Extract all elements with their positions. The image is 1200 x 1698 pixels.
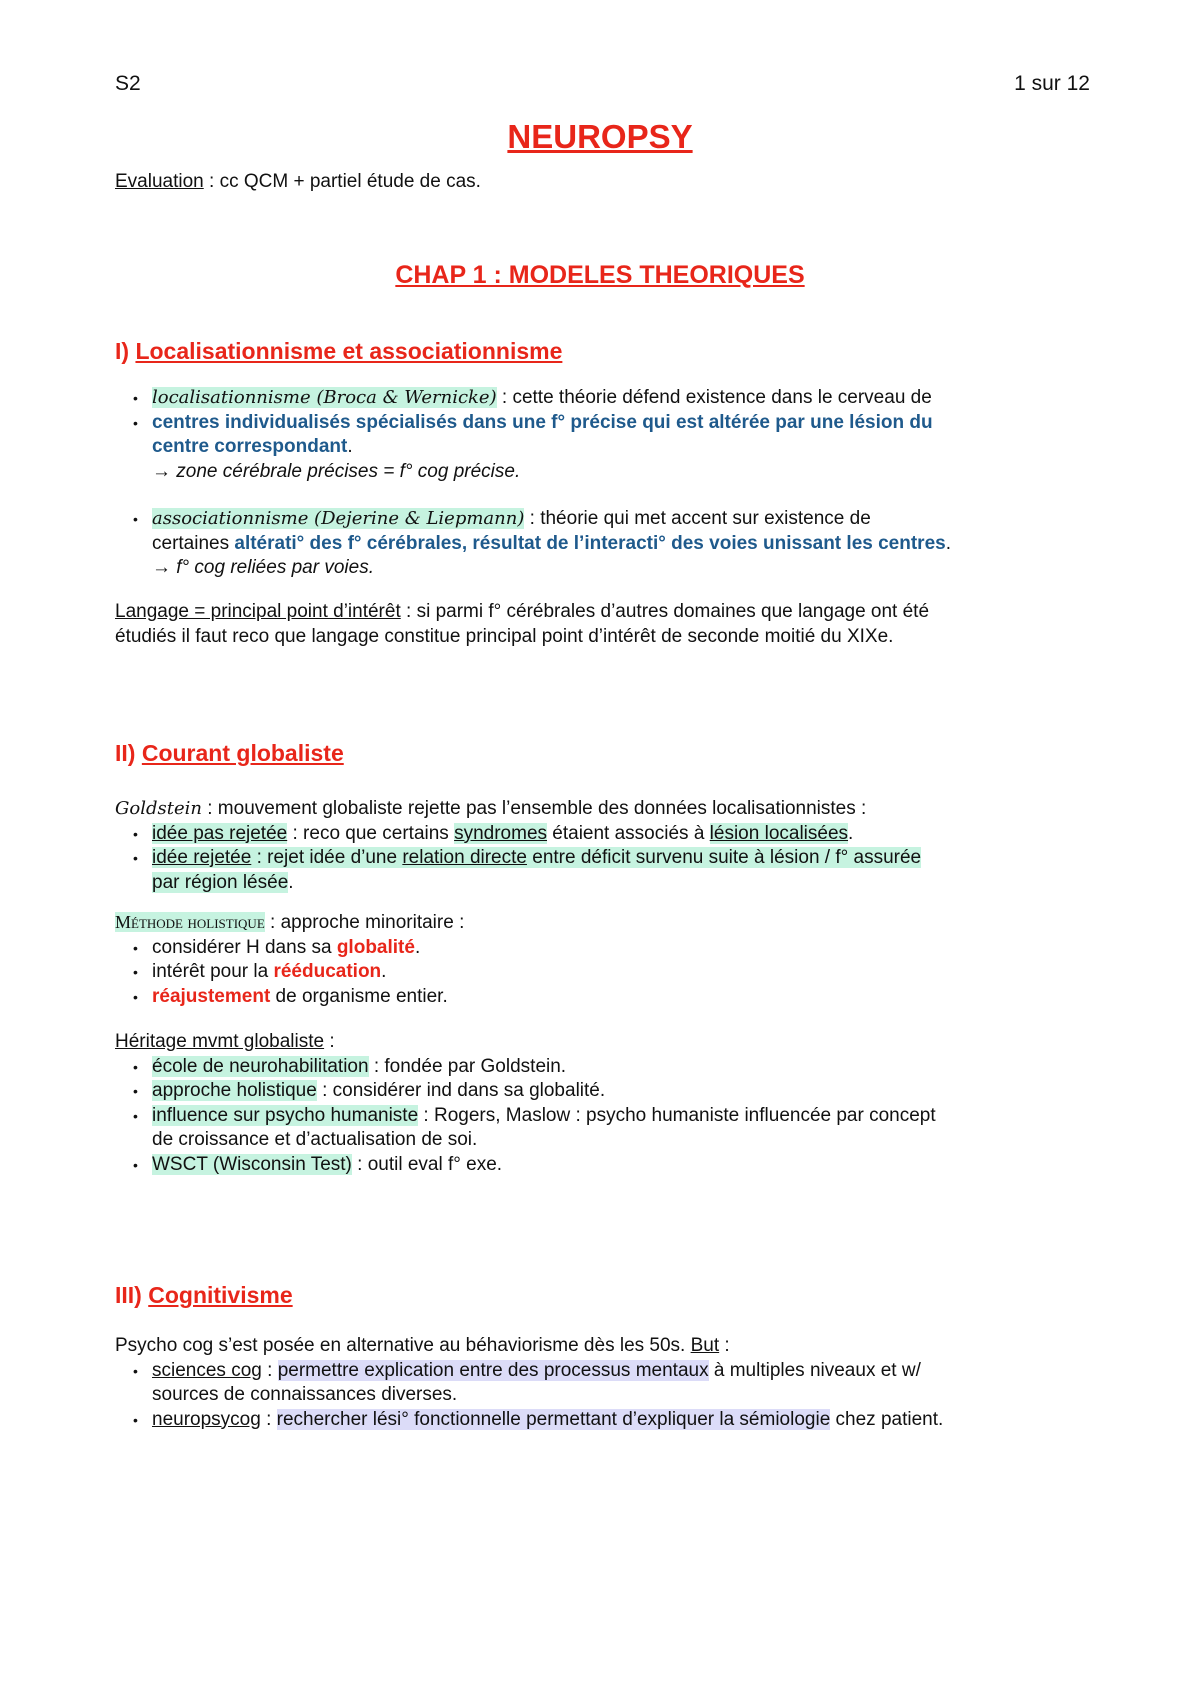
langage-label: Langage = principal point d’intérêt xyxy=(115,601,401,622)
term-localisationnisme: localisationnisme (Broca & Wernicke) xyxy=(152,387,497,408)
list-item-text: entre déficit survenu suite à lésion / f° assurée xyxy=(526,847,922,868)
highlight-syndromes: syndromes xyxy=(454,822,548,844)
punctuation: . xyxy=(381,961,387,982)
list-item-text: : reco que certains xyxy=(287,822,455,844)
bold-text: centres individualisés spécialisés dans une f° précise qui est altérée par une lésion du xyxy=(152,411,933,433)
paragraph-text: : si parmi f° cérébrales d’autres domaines que langage ont été xyxy=(400,601,930,622)
list-item-text: : rejet idée d’une xyxy=(251,847,403,868)
heritage-label: Héritage mvmt globaliste xyxy=(115,1031,325,1052)
section-1-list-2 xyxy=(115,507,1095,581)
highlight-text: rechercher lési° fonctionnelle permettant d’expliquer la sémiologie xyxy=(276,1408,831,1430)
punctuation: . xyxy=(945,532,951,554)
list-item-text: considérer H dans sa xyxy=(152,936,337,958)
punctuation: . xyxy=(848,822,854,844)
punctuation: . xyxy=(414,936,421,958)
list-item-continued xyxy=(115,435,1095,460)
punctuation: : xyxy=(324,1031,335,1052)
section-2-heading xyxy=(115,740,344,767)
list-item xyxy=(115,1408,1095,1433)
page-number: 1 sur 12 xyxy=(1014,72,1090,95)
list-item-text: à multiples niveaux et w/ xyxy=(708,1359,921,1381)
paragraph-text: étudiés il faut reco que langage constitue principal point d’intérêt de seconde moitié du XIXe. xyxy=(115,625,894,647)
list-item-label: idée rejetée xyxy=(152,847,252,868)
list-item-text: par région lésée xyxy=(152,871,289,893)
list-item xyxy=(115,846,1095,871)
list-item-text: : fondée par Goldstein. xyxy=(368,1055,567,1077)
list-item-text: : considérer ind dans sa globalité. xyxy=(316,1080,606,1101)
bold-red-text: globalité xyxy=(336,936,415,958)
header-left: S2 xyxy=(115,72,141,95)
evaluation-label: Evaluation xyxy=(115,171,204,192)
langage-paragraph xyxy=(115,600,1095,649)
list-item xyxy=(115,1055,1095,1080)
list-item-text: de organisme entier. xyxy=(270,985,448,1007)
punctuation: : xyxy=(719,1335,730,1356)
list-item-label: sciences cog xyxy=(152,1359,262,1381)
list-item xyxy=(115,1104,1095,1129)
list-item-label: idée pas rejetée xyxy=(152,822,288,844)
list-item-label: neuropsycog xyxy=(152,1408,261,1430)
list-item-text: intérêt pour la xyxy=(152,961,274,982)
list-item-text: chez patient. xyxy=(830,1408,944,1430)
highlight-text: WSCT (Wisconsin Test) xyxy=(152,1153,352,1175)
paragraph-text: Psycho cog s’est posée en alternative au béhaviorisme dès les 50s. xyxy=(115,1335,691,1356)
heritage-block xyxy=(115,1030,1095,1177)
list-item-continued xyxy=(115,532,1095,557)
section-3-heading xyxy=(115,1282,293,1309)
methode-block xyxy=(115,910,1095,1009)
section-3-number: III) xyxy=(115,1282,149,1308)
punctuation: : xyxy=(261,1359,278,1381)
highlight-text: école de neurohabilitation xyxy=(152,1055,369,1077)
paragraph-text: : approche minoritaire : xyxy=(264,912,465,933)
list-item-text: : outil eval f° exe. xyxy=(351,1153,503,1175)
goldstein-block xyxy=(115,797,1095,895)
highlight-text: approche holistique xyxy=(152,1080,317,1101)
bold-text: altérati° des f° cérébrales, résultat de l’interacti° des voies unissant les centres xyxy=(234,532,946,554)
list-item xyxy=(115,822,1095,847)
list-item-text: : cette théorie défend existence dans le cerveau de xyxy=(496,387,932,408)
methode-label: Méthode holistique xyxy=(115,912,265,932)
list-item xyxy=(115,1359,1095,1384)
but-label: But xyxy=(690,1335,720,1356)
highlight-relation: relation directe xyxy=(402,847,527,868)
bold-red-text: réajustement xyxy=(152,985,271,1007)
list-item xyxy=(115,386,1095,411)
punctuation: . xyxy=(347,436,353,457)
term-associationnisme: associationnisme (Dejerine & Liepmann) xyxy=(152,508,525,529)
section-2-title: Courant globaliste xyxy=(141,740,344,766)
arrow-note: → zone cérébrale précises = f° cog précise. xyxy=(152,460,521,482)
list-item xyxy=(115,936,1095,961)
list-item-continued xyxy=(115,871,1095,896)
goldstein-term: Goldstein xyxy=(115,798,202,819)
section-1-title: Localisationnisme et associationnisme xyxy=(135,338,563,364)
section-1-number: I) xyxy=(115,338,136,364)
section-3-title: Cognitivisme xyxy=(148,1282,293,1308)
chapter-title: CHAP 1 : MODELES THEORIQUES xyxy=(395,261,805,289)
list-item-text: étaient associés à xyxy=(547,822,710,844)
list-item-text: : Rogers, Maslow : psycho humaniste influencée par concept xyxy=(418,1104,936,1126)
list-item xyxy=(115,1153,1095,1178)
list-item-text: : théorie qui met accent sur existence de xyxy=(524,508,871,529)
list-item-continued: sources de connaissances diverses. xyxy=(152,1384,458,1405)
highlight-text: permettre explication entre des processus mentaux xyxy=(277,1359,709,1381)
list-item xyxy=(115,985,1095,1010)
evaluation-text: : cc QCM + partiel étude de cas. xyxy=(203,171,481,192)
paragraph-text: : mouvement globaliste rejette pas l’ensemble des données localisationnistes : xyxy=(201,798,867,819)
bold-red-text: rééducation xyxy=(273,961,382,982)
list-item-continued: de croissance et d’actualisation de soi. xyxy=(152,1129,478,1150)
arrow-note: → f° cog reliées par voies. xyxy=(152,557,374,578)
list-item-continued xyxy=(115,411,1095,436)
list-item xyxy=(115,960,1095,985)
document-title: NEUROPSY xyxy=(507,118,693,155)
cognitivisme-block xyxy=(115,1334,1095,1432)
list-item xyxy=(115,507,1095,532)
section-1-heading xyxy=(115,338,562,365)
list-item xyxy=(115,1079,1095,1104)
bold-text: centre correspondant xyxy=(152,436,348,457)
section-1-list xyxy=(115,386,1095,484)
highlight-lesion: lésion localisées xyxy=(709,822,849,844)
highlight-text: influence sur psycho humaniste xyxy=(152,1104,419,1126)
punctuation: : xyxy=(260,1408,277,1430)
punctuation: . xyxy=(288,871,294,893)
evaluation-line xyxy=(115,170,1095,195)
section-2-number: II) xyxy=(115,740,142,766)
list-item-text: certaines xyxy=(152,532,235,554)
